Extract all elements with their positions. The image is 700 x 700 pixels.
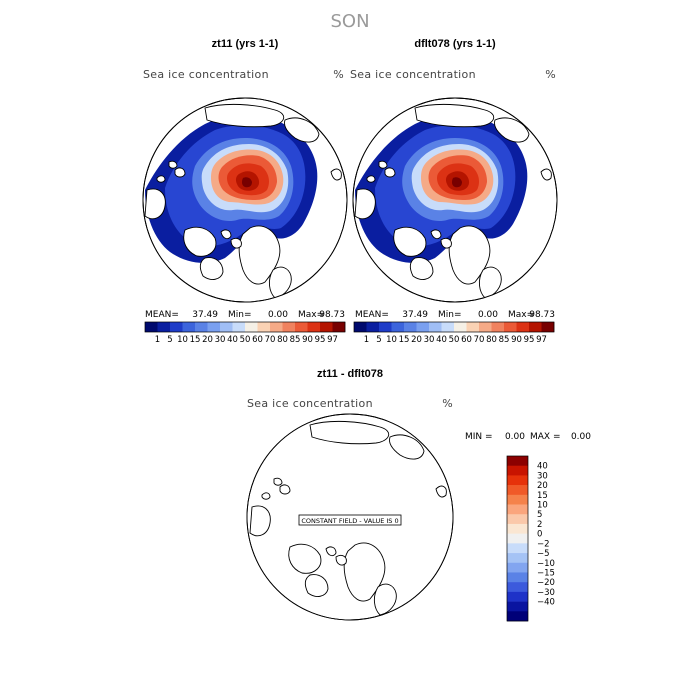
colorbar-swatch — [320, 322, 333, 332]
colorbar-tick-label: 1 — [363, 335, 370, 345]
colorbar-swatch — [392, 322, 405, 332]
colorbar-tick-label: 40 — [227, 335, 238, 345]
colorbar-swatch — [507, 611, 528, 621]
colorbar-swatch — [529, 322, 542, 332]
colorbar-tick-label: 80 — [486, 335, 497, 345]
colorbar-swatch — [195, 322, 208, 332]
colorbar-swatch — [507, 456, 528, 466]
colorbar-swatch — [283, 322, 296, 332]
colorbar-swatch — [258, 322, 271, 332]
colorbar-tick-label: 2 — [537, 519, 543, 530]
panel-2-min-value: 0.00 — [477, 310, 498, 320]
colorbar-tick-label: 90 — [511, 335, 522, 345]
colorbar-swatch — [507, 572, 528, 582]
colorbar-swatch — [479, 322, 492, 332]
season-title: SON — [330, 11, 370, 32]
colorbar-tick-label: 20 — [537, 481, 548, 492]
colorbar-tick-label: 10 — [537, 500, 548, 511]
colorbar-swatch — [507, 514, 528, 524]
colorbar-swatch — [417, 322, 430, 332]
colorbar-tick-label: −5 — [537, 549, 550, 560]
colorbar-swatch — [442, 322, 455, 332]
colorbar-tick-label: 90 — [302, 335, 313, 345]
colorbar-swatch — [208, 322, 221, 332]
diff-colorbar — [507, 456, 555, 621]
colorbar-swatch — [270, 322, 283, 332]
colorbar-swatch — [507, 524, 528, 534]
colorbar-swatch — [333, 322, 346, 332]
colorbar-swatch — [158, 322, 171, 332]
colorbar-tick-label: 5 — [167, 335, 173, 345]
colorbar-tick-label: 15 — [537, 490, 548, 501]
colorbar-tick-label: 97 — [536, 335, 547, 345]
panel-1-mean-label: MEAN= — [145, 310, 179, 320]
diff-panel-map — [247, 414, 453, 620]
panel-1-variable: Sea ice concentration — [143, 68, 269, 81]
panel-2-max-label: Max= — [508, 310, 535, 320]
diff-max-label: MAX = — [530, 432, 561, 442]
panel-1-max-value: 98.73 — [319, 310, 345, 320]
colorbar-tick-label: 30 — [423, 335, 435, 345]
colorbar-swatch — [507, 466, 528, 476]
colorbar-tick-label: −20 — [537, 578, 555, 589]
diff-panel-title: zt11 - dflt078 — [316, 368, 384, 380]
constant-field-note: CONSTANT FIELD - VALUE IS 0 — [301, 517, 399, 525]
colorbar-swatch — [183, 322, 196, 332]
colorbar-swatch — [454, 322, 467, 332]
colorbar-swatch — [507, 592, 528, 602]
panel-1-min-value: 0.00 — [267, 310, 288, 320]
colorbar-tick-label: −40 — [537, 597, 555, 608]
panel-2-stats — [355, 310, 555, 320]
panel-2-colorbar — [354, 322, 554, 345]
colorbar-tick-label: 50 — [448, 335, 460, 345]
colorbar-swatch — [170, 322, 183, 332]
diff-min-label: MIN = — [465, 432, 493, 442]
colorbar-swatch — [504, 322, 517, 332]
colorbar-tick-label: 97 — [327, 335, 338, 345]
colorbar-tick-label: 10 — [386, 335, 397, 345]
colorbar-swatch — [245, 322, 258, 332]
colorbar-tick-label: 85 — [498, 335, 510, 345]
colorbar-tick-label: 60 — [252, 335, 263, 345]
colorbar-swatch — [233, 322, 246, 332]
panel-2-variable: Sea ice concentration — [350, 68, 476, 81]
colorbar-tick-label: 40 — [436, 335, 447, 345]
panel-1-stats — [145, 310, 345, 320]
colorbar-swatch — [507, 475, 528, 485]
diff-panel-stats — [465, 432, 591, 442]
panel-2-units: % — [545, 68, 556, 81]
panel-1-max-label: Max= — [298, 310, 325, 320]
colorbar-swatch — [507, 534, 528, 544]
colorbar-tick-label: 85 — [289, 335, 301, 345]
colorbar-swatch — [295, 322, 308, 332]
colorbar-tick-label: 80 — [277, 335, 288, 345]
colorbar-tick-label: 50 — [239, 335, 251, 345]
colorbar-swatch — [507, 582, 528, 592]
panel-1-min-label: Min= — [228, 310, 252, 320]
colorbar-tick-label: 10 — [177, 335, 188, 345]
colorbar-swatch — [507, 553, 528, 563]
diff-panel-variable: Sea ice concentration — [247, 397, 373, 410]
panel-1-mean-value: 37.49 — [192, 310, 218, 320]
panel-1-map — [143, 98, 347, 302]
panel-1-colorbar — [145, 322, 345, 345]
colorbar-swatch — [542, 322, 555, 332]
colorbar-tick-label: 60 — [461, 335, 472, 345]
colorbar-tick-label: 30 — [214, 335, 226, 345]
colorbar-swatch — [429, 322, 442, 332]
panel-1-title: zt11 (yrs 1-1) — [211, 38, 279, 50]
colorbar-tick-label: −15 — [537, 568, 555, 579]
colorbar-swatch — [404, 322, 417, 332]
colorbar-swatch — [145, 322, 158, 332]
colorbar-tick-label: 5 — [537, 510, 543, 521]
panel-2-max-value: 98.73 — [529, 310, 555, 320]
colorbar-tick-label: 40 — [537, 461, 548, 472]
colorbar-swatch — [507, 543, 528, 553]
colorbar-swatch — [467, 322, 480, 332]
colorbar-tick-label: 95 — [314, 335, 326, 345]
panel-2-mean-label: MEAN= — [355, 310, 389, 320]
colorbar-swatch — [379, 322, 392, 332]
panel-2-mean-value: 37.49 — [402, 310, 428, 320]
diff-min-value: 0.00 — [504, 432, 525, 442]
diff-panel-units: % — [442, 397, 453, 410]
colorbar-swatch — [507, 602, 528, 612]
colorbar-swatch — [507, 563, 528, 573]
colorbar-tick-label: 30 — [537, 471, 548, 482]
panel-2-title: dflt078 (yrs 1-1) — [414, 38, 496, 50]
colorbar-tick-label: −10 — [537, 558, 555, 569]
panel-2-map — [353, 98, 557, 302]
colorbar-tick-label: 5 — [376, 335, 382, 345]
colorbar-tick-label: 70 — [473, 335, 485, 345]
colorbar-swatch — [517, 322, 530, 332]
colorbar-swatch — [308, 322, 321, 332]
colorbar-swatch — [354, 322, 367, 332]
diff-max-value: 0.00 — [570, 432, 591, 442]
colorbar-swatch — [492, 322, 505, 332]
colorbar-swatch — [507, 495, 528, 505]
panel-2-min-label: Min= — [438, 310, 462, 320]
colorbar-tick-label: 20 — [202, 335, 213, 345]
panel-1-units: % — [333, 68, 344, 81]
colorbar-tick-label: −2 — [537, 539, 550, 550]
colorbar-swatch — [367, 322, 380, 332]
colorbar-tick-label: −30 — [537, 587, 555, 598]
colorbar-tick-label: 0 — [537, 529, 543, 540]
colorbar-tick-label: 20 — [411, 335, 422, 345]
colorbar-tick-label: 70 — [264, 335, 276, 345]
colorbar-tick-label: 95 — [523, 335, 535, 345]
colorbar-swatch — [220, 322, 233, 332]
colorbar-tick-label: 15 — [189, 335, 201, 345]
colorbar-tick-label: 15 — [398, 335, 410, 345]
colorbar-swatch — [507, 485, 528, 495]
colorbar-swatch — [507, 505, 528, 515]
colorbar-tick-label: 1 — [154, 335, 161, 345]
